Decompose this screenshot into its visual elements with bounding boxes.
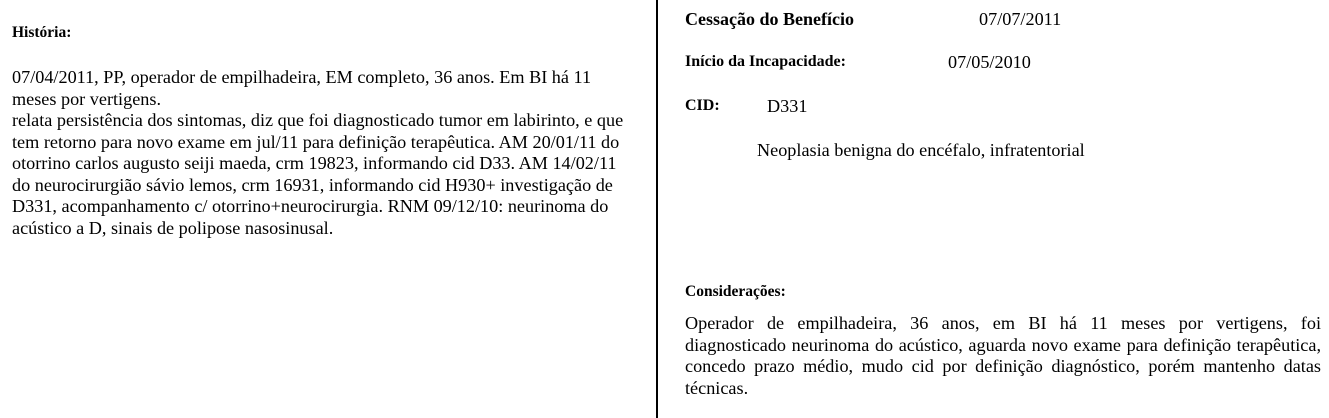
column-divider	[656, 0, 658, 418]
inicio-value: 07/05/2010	[948, 52, 1031, 72]
consideracoes-text: Operador de empilhadeira, 36 anos, em BI há 11 meses por vertigens, foi diagnosticado neurinoma do acústico, aguarda novo exame para definição terapêutica, concedo prazo médio, mudo cid por definição diagnóstico, porém mantenho datas técnicas.	[685, 313, 1321, 398]
cid-row	[685, 96, 808, 121]
cid-code: D331	[767, 96, 808, 116]
historia-label: História:	[12, 24, 72, 41]
cid-description: Neoplasia benigna do encéfalo, infratentorial	[757, 140, 1085, 160]
historia-text	[12, 67, 632, 239]
inicio-label: Início da Incapacidade:	[685, 53, 846, 70]
historia-paragraph-1: 07/04/2011, PP, operador de empilhadeira, EM completo, 36 anos. Em BI há 11 meses por vertigens.	[12, 67, 592, 109]
cessacao-value: 07/07/2011	[979, 9, 1062, 29]
cessacao-row	[685, 9, 1062, 33]
consideracoes-label: Considerações:	[685, 283, 786, 300]
historia-paragraph-2: relata persistência dos sintomas, diz que foi diagnosticado tumor em labirinto, e que tem retorno para novo exame em jul/11 para definição terapêutica. AM 20/01/11 do otorrino carlos augusto seiji maeda, crm 19823, informando cid D33. AM 14/02/11 do neurocirurgião sávio lemos, crm 16931, informando cid H930+ investigação de D331, acompanhamento c/ otorrino+neurocirurgia. RNM 09/12/10: neurinoma do acústico a D, sinais de polipose nasosinusal.	[12, 110, 624, 238]
cid-label: CID:	[685, 97, 720, 114]
cessacao-label: Cessação do Benefício	[685, 9, 854, 29]
inicio-row	[685, 52, 1031, 77]
